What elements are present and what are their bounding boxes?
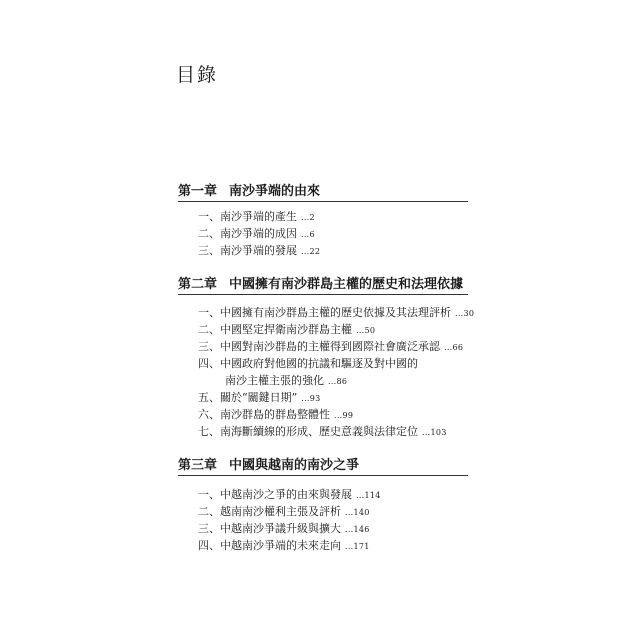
- toc-entry[interactable]: 三、中國對南沙群島的主權得到國際社會廣泛承認 ...66: [198, 340, 464, 353]
- page-number: ...86: [328, 377, 348, 386]
- toc-entry[interactable]: 一、中國擁有南沙群島主權的歷史依據及其法理評析 ...30: [198, 306, 475, 319]
- page-number: ...171: [345, 542, 370, 551]
- page-number: ...30: [455, 309, 475, 318]
- toc-entry[interactable]: 七、南海斷續線的形成、歷史意義與法律定位 ...103: [198, 425, 447, 438]
- toc-entry[interactable]: 一、中越南沙之爭的由來與發展 ...114: [198, 488, 381, 501]
- page-number: ...99: [334, 411, 354, 420]
- page-number: ...140: [345, 508, 370, 517]
- chapter-number: 第二章: [178, 277, 218, 292]
- toc-entry[interactable]: 三、中越南沙爭議升級與擴大 ...146: [198, 522, 370, 535]
- toc-entry[interactable]: 二、中國堅定捍衛南沙群島主權 ...50: [198, 323, 376, 336]
- page-number: ...22: [301, 247, 321, 256]
- chapter-number: 第三章: [178, 458, 218, 473]
- toc-entry[interactable]: 二、越南南沙權利主張及評析 ...140: [198, 505, 370, 518]
- chapter-number: 第一章: [178, 184, 218, 199]
- page-number: ...146: [345, 525, 370, 534]
- toc-entry-continuation: 南沙主權主張的強化 ...86: [225, 374, 348, 387]
- page-number: ...66: [444, 343, 464, 352]
- chapter-title: 中國與越南的南沙之爭: [229, 458, 360, 473]
- toc-entry[interactable]: 二、南沙爭端的成因 ...6: [198, 227, 315, 240]
- page-number: ...2: [301, 213, 315, 222]
- page-number: ...50: [356, 326, 376, 335]
- toc-entry[interactable]: 三、南沙爭端的發展 ...22: [198, 244, 321, 257]
- page-title: 目錄: [176, 64, 219, 86]
- chapter-title: 中國擁有南沙群島主權的歷史和法理依據: [229, 277, 464, 292]
- toc-entry[interactable]: 五、關於“關鍵日期” ...93: [198, 391, 321, 404]
- chapter-title: 南沙爭端的由來: [229, 184, 321, 199]
- page-number: ...103: [422, 428, 447, 437]
- toc-entry[interactable]: 一、南沙爭端的產生 ...2: [198, 210, 315, 223]
- page-number: ...6: [301, 230, 315, 239]
- toc-entry[interactable]: 四、中國政府對他國的抗議和驅逐及對中國的 南沙主權主張的強化 ...86: [198, 355, 418, 390]
- toc-entry[interactable]: 四、中越南沙爭端的未來走向 ...171: [198, 539, 370, 552]
- chapter-3-heading[interactable]: [178, 454, 468, 476]
- page-number: ...93: [301, 394, 321, 403]
- page-number: ...114: [356, 491, 381, 500]
- chapter-1-heading[interactable]: [178, 180, 468, 202]
- chapter-2-heading[interactable]: [178, 273, 468, 295]
- toc-entry[interactable]: 六、南沙群島的群島整體性 ...99: [198, 408, 354, 421]
